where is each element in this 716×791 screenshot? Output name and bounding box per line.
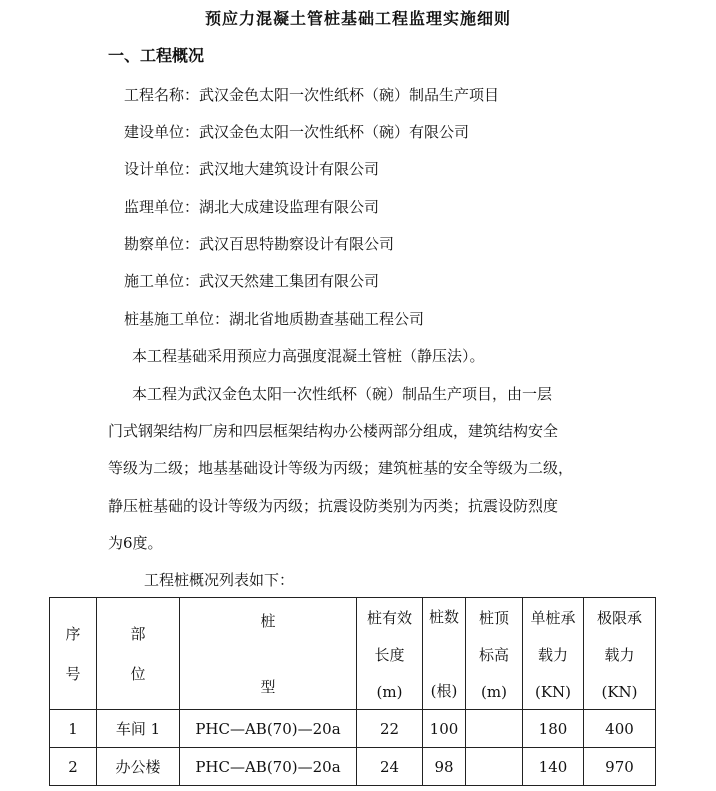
info-client [124,121,469,142]
table-row [50,748,656,786]
header-pile-type [180,598,357,710]
info-value: 武汉百思特勘察设计有限公司 [199,235,395,253]
cell-seq: 2 [50,748,97,786]
cell-count: 100 [423,710,466,748]
paragraph-line: 本工程为武汉金色太阳一次性纸杯（碗）制品生产项目，由一层 [132,385,553,403]
cell-top-elevation [466,710,523,748]
paragraph-line: 为6度。 [108,534,163,552]
info-supervisor [124,196,379,217]
info-value: 武汉地大建筑设计有限公司 [199,160,380,178]
header-text: 位 [130,664,146,683]
header-text: (KN) [601,682,638,701]
info-project-name [124,84,499,105]
header-ultimate-capacity [584,598,656,710]
header-text: 号 [65,664,81,683]
info-label: 工程名称： [124,86,200,104]
info-label: 建设单位： [124,123,200,141]
header-text: 部 [130,624,146,643]
header-text: (根) [430,681,458,700]
header-text: 长度 [374,645,405,664]
cell-pile-type: PHC—AB(70)—20a [180,710,357,748]
cell-single-capacity: 140 [523,748,584,786]
paragraph-line: 等级为二级；地基基础设计等级为丙级；建筑桩基的安全等级为二级， [108,459,574,477]
header-text: 载力 [604,645,635,664]
header-text: 载力 [537,645,568,664]
cell-length: 22 [357,710,423,748]
header-text: (KN) [534,682,572,701]
header-text: 型 [260,677,276,696]
header-text: 极限承 [596,608,642,627]
header-text: 标高 [478,645,509,664]
cell-part: 车间 1 [97,710,180,748]
table-caption: 工程桩概况列表如下： [144,571,295,589]
header-text: 序 [65,624,81,643]
header-text: 桩 [260,611,276,630]
paragraph-line: 静压桩基础的设计等级为丙级；抗震设防类别为丙类；抗震设防烈度 [108,497,559,515]
paragraph-line: 门式钢架结构厂房和四层框架结构办公楼两部分组成，建筑结构安全 [108,422,559,440]
info-value: 武汉金色太阳一次性纸杯（碗）制品生产项目 [199,86,500,104]
cell-count: 98 [423,748,466,786]
section-heading: 一、工程概况 [108,46,205,65]
info-value: 武汉天然建工集团有限公司 [199,272,380,290]
header-text: 桩顶 [478,608,509,627]
header-count [423,598,466,710]
info-pile-contractor [124,308,424,329]
header-single-capacity [523,598,584,710]
document-title: 预应力混凝土管桩基础工程监理实施细则 [204,9,511,28]
paragraph-foundation: 本工程基础采用预应力高强度混凝土管桩（静压法）。 [132,347,485,365]
header-seq [50,598,97,710]
cell-top-elevation [466,748,523,786]
cell-length: 24 [357,748,423,786]
cell-ultimate-capacity: 970 [584,748,656,786]
header-text: 桩数 [428,607,459,626]
info-designer [124,158,379,179]
info-value: 湖北省地质勘查基础工程公司 [229,310,425,328]
cell-seq: 1 [50,710,97,748]
cell-pile-type: PHC—AB(70)—20a [180,748,357,786]
pile-table [49,597,656,786]
info-surveyor [124,233,394,254]
cell-part: 办公楼 [97,748,180,786]
info-label: 施工单位： [124,272,200,290]
header-text: (m) [376,682,403,701]
info-value: 湖北大成建设监理有限公司 [199,198,380,216]
cell-single-capacity: 180 [523,710,584,748]
table-header-row [50,598,656,710]
header-text: 单桩承 [530,608,576,627]
info-value: 武汉金色太阳一次性纸杯（碗）有限公司 [199,123,470,141]
header-part [97,598,180,710]
info-contractor [124,270,379,291]
info-label: 监理单位： [124,198,200,216]
info-label: 桩基施工单位： [124,310,230,328]
header-text: (m) [481,682,507,701]
cell-ultimate-capacity: 400 [584,710,656,748]
header-top-elevation [466,598,523,710]
header-text: 桩有效 [366,608,412,627]
table-row [50,710,656,748]
header-length [357,598,423,710]
info-label: 设计单位： [124,160,200,178]
info-label: 勘察单位： [124,235,200,253]
